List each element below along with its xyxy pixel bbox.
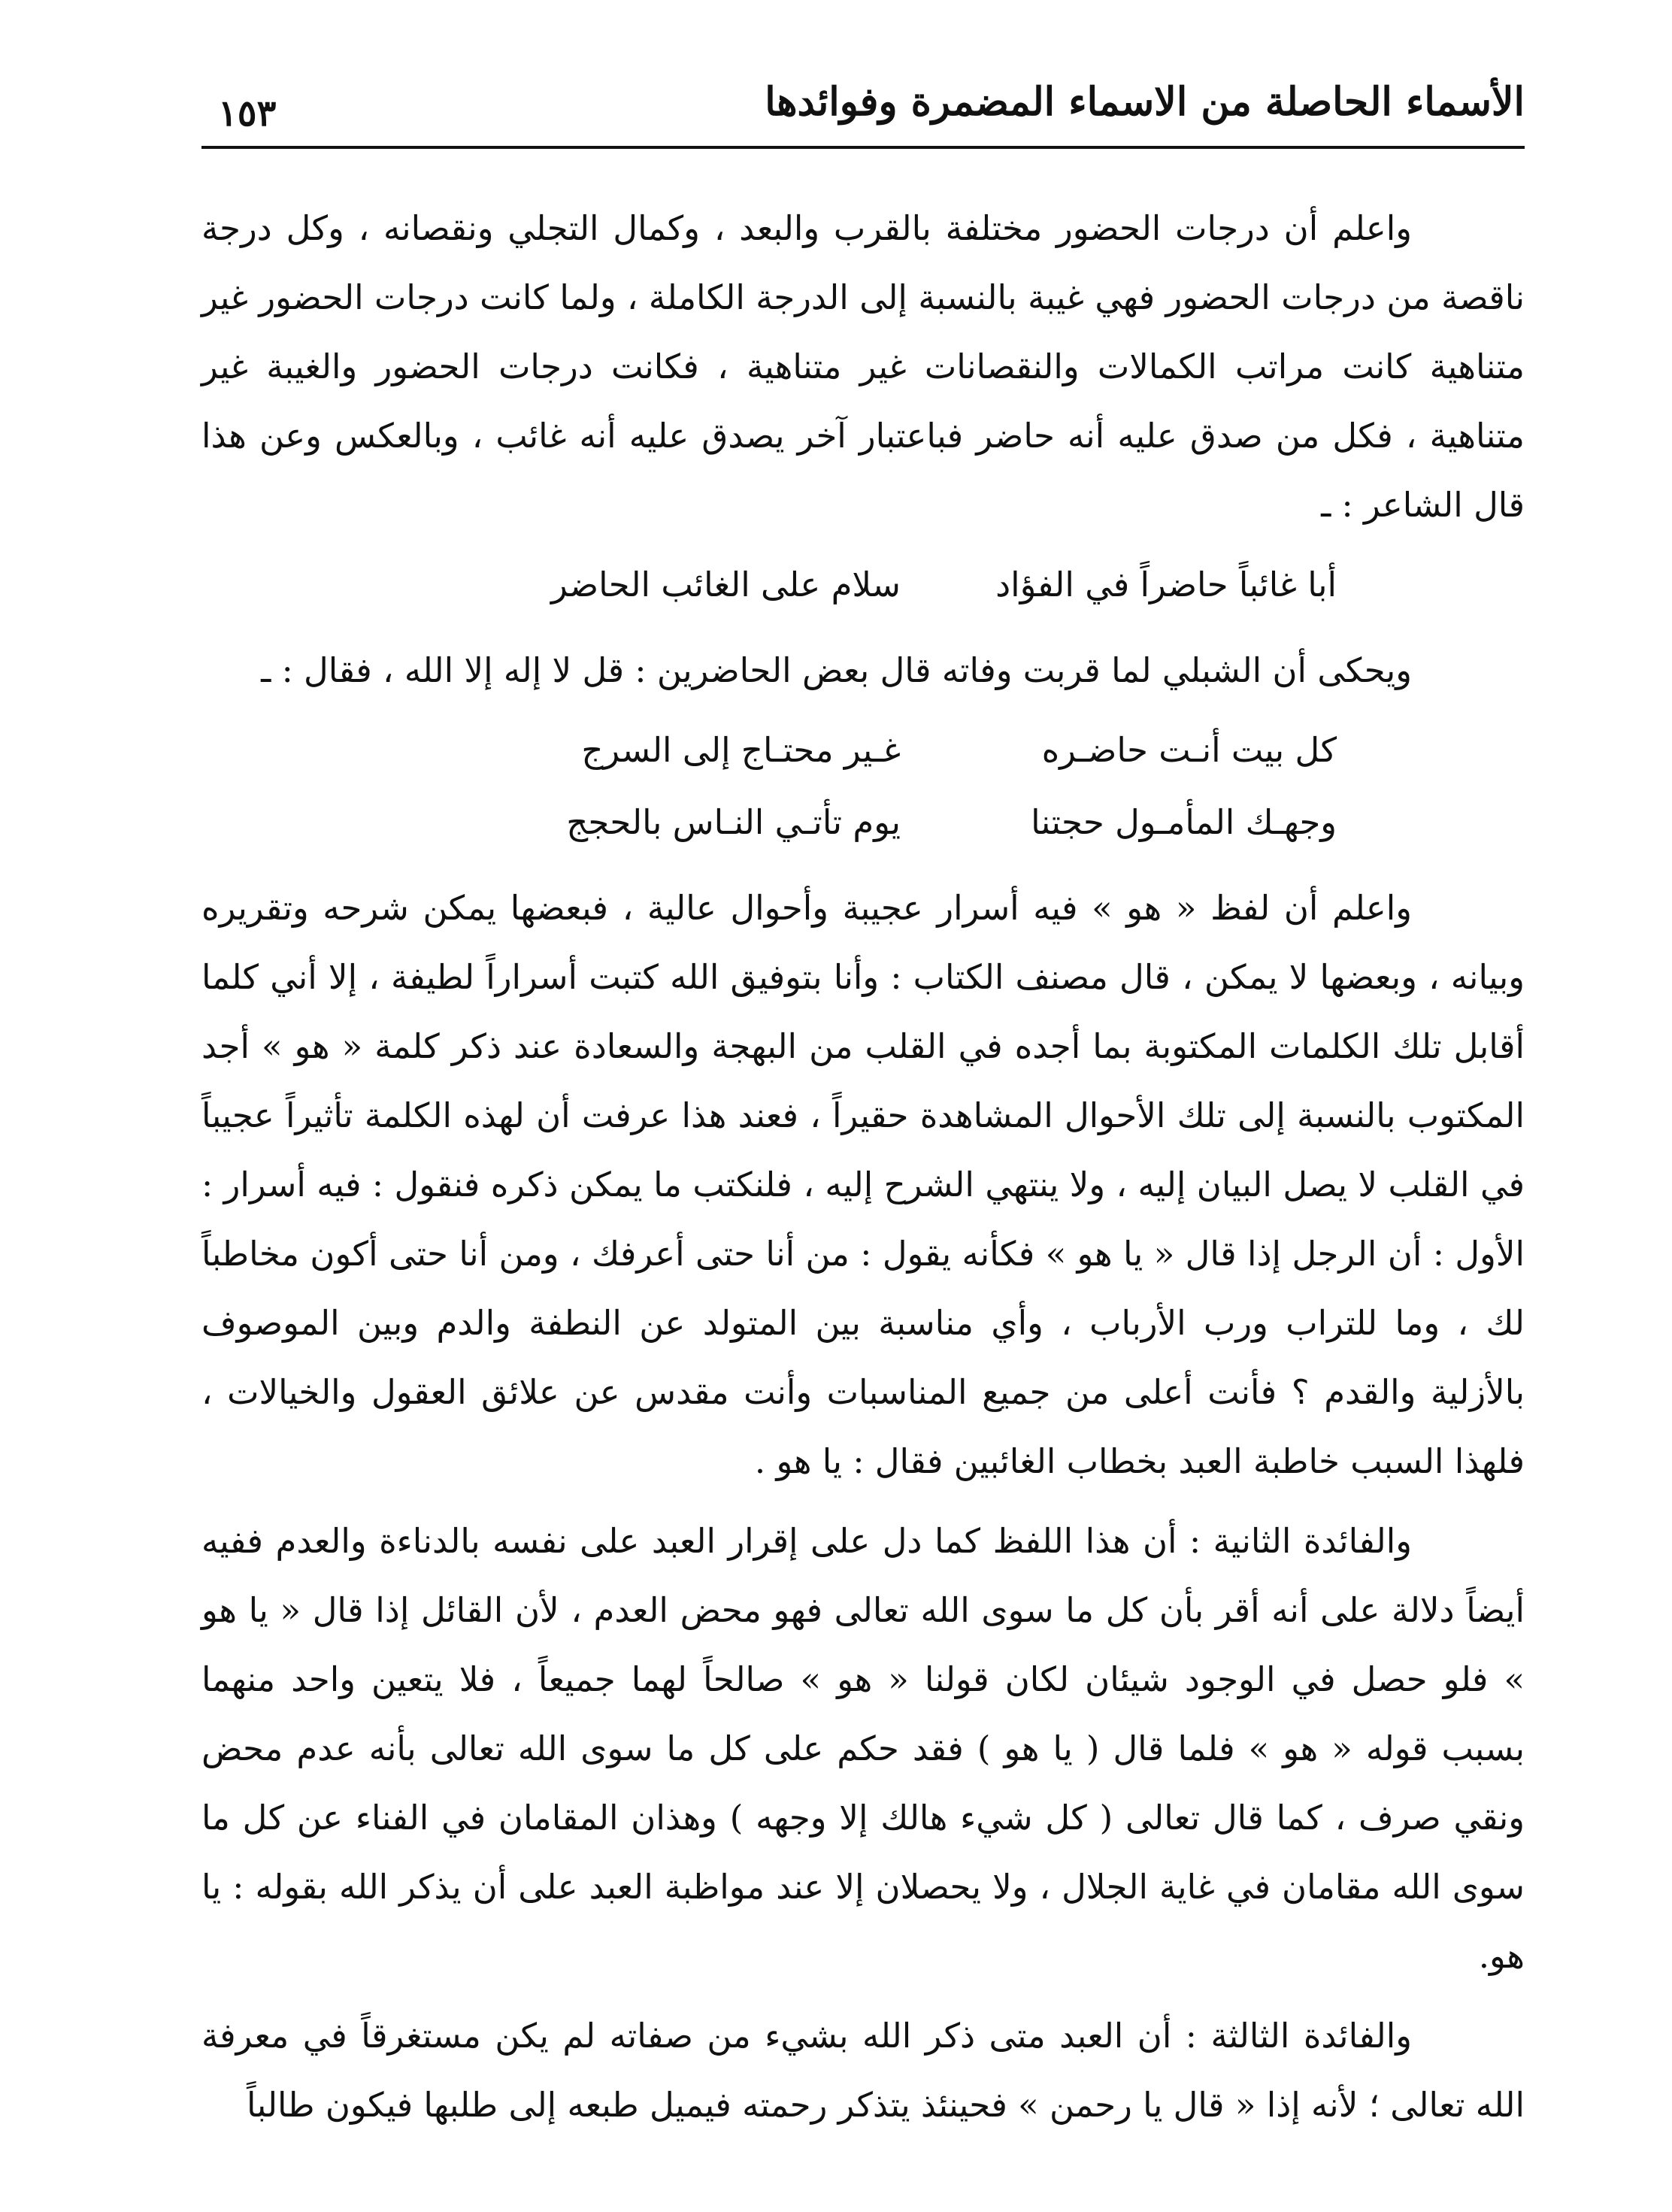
page-body: [201, 194, 1525, 2150]
verse-hemistich-second: غـير محتـاج إلى السرج: [581, 730, 901, 770]
page-number: ١٥٣: [218, 92, 277, 135]
verse-hemistich-first: أبا غائباً حاضراً في الفؤاد: [995, 565, 1337, 605]
verse-line: [201, 788, 1525, 857]
verse-line: [201, 550, 1525, 620]
header-rule: [201, 146, 1525, 149]
verse-line: [201, 716, 1525, 785]
running-header: [201, 66, 1525, 149]
verse-hemistich-second: يوم تأتـي النـاس بالحجج: [566, 802, 901, 842]
verse-hemistich-first: كل بيت أنـت حاضـره: [1041, 730, 1337, 770]
paragraph-second-benefit: والفائدة الثانية : أن هذا اللفظ كما دل على إقرار العبد على نفسه بالدناءة والعدم ففيه أيضاً دلالة على أنه أقر بأن كل ما سوى الله تعالى فهو محض العدم ، لأن القائل إذا قال « يا هو » فلو حصل في الوجود شيئان لكان قولنا « هو » صالحاً لهما جميعاً ، فلا يتعين واحد منهما بسبب قوله « هو » فلما قال ( يا هو ) فقد حكم على كل ما سوى الله تعالى بأنه عدم محض ونقي صرف ، كما قال تعالى ( كل شيء هالك إلا وجهه ) وهذان المقامان في الفناء عن كل ما سوى الله مقامان في غاية الجلال ، ولا يحصلان إلا عند مواظبة العبد على أن يذكر الله بقوله : يا هو.: [201, 1521, 1525, 1976]
spacer: [201, 623, 1525, 636]
paragraph-degrees-of-presence: واعلم أن درجات الحضور مختلفة بالقرب والبعد ، وكمال التجلي ونقصانه ، وكل درجة ناقصة من درجات الحضور فهي غيبة بالنسبة إلى الدرجة الكاملة ، ولما كانت درجات الحضور غير متناهية كانت مراتب الكمالات والنقصانات غير متناهية ، فكانت درجات الحضور والغيبة غير متناهية ، فكل من صدق عليه أنه حاضر فباعتبار آخر يصدق عليه أنه غائب ، وبالعكس وعن هذا قال الشاعر : ـ: [201, 208, 1525, 525]
paragraph-secrets-of-huwa: واعلم أن لفظ « هو » فيه أسرار عجيبة وأحوال عالية ، فبعضها يمكن شرحه وتقريره وبيانه ، وبعضها لا يمكن ، قال مصنف الكتاب : وأنا بتوفيق الله كتبت أسراراً لطيفة ، إلا أني كلما أقابل تلك الكلمات المكتوبة بما أجده في القلب من البهجة والسعادة عند ذكر كلمة « هو » أجد المكتوب بالنسبة إلى تلك الأحوال المشاهدة حقيراً ، فعند هذا عرفت أن لهذه الكلمة تأثيراً عجيباً في القلب لا يصل البيان إليه ، ولا ينتهي الشرح إليه ، فلنكتب ما يمكن ذكره فنقول : فيه أسرار : الأول : أن الرجل إذا قال « يا هو » فكأنه يقول : من أنا حتى أعرفك ، ومن أنا حتى أكون مخاطباً لك ، وما للتراب ورب الأرباب ، وأي مناسبة بين المتولد عن النطفة والدم وبين الموصوف بالأزلية والقدم ؟ فأنت أعلى من جميع المناسبات وأنت مقدس عن علائق العقول والخيالات ، فلهذا السبب خاطبة العبد بخطاب الغائبين فقال : يا هو .: [201, 888, 1525, 1481]
verse-hemistich-first: وجهـك المأمـول حجتنا: [1031, 802, 1337, 842]
spacer: [201, 860, 1525, 874]
verse-hemistich-second: سلام على الغائب الحاضر: [551, 565, 901, 605]
running-title: الأسماء الحاصلة من الاسماء المضمرة وفوائدها: [765, 79, 1525, 125]
paragraph-shibli: ويحكى أن الشبلي لما قربت وفاته قال بعض الحاضرين : قل لا إله إلا الله ، فقال : ـ: [261, 650, 1412, 690]
paragraph-third-benefit: والفائدة الثالثة : أن العبد متى ذكر الله بشيء من صفاته لم يكن مستغرقاً في معرفة الله تعالى ؛ لأنه إذا « قال يا رحمن » فحينئذ يتذكر رحمته فيميل طبعه إلى طلبها فيكون طالباً: [201, 2016, 1525, 2125]
